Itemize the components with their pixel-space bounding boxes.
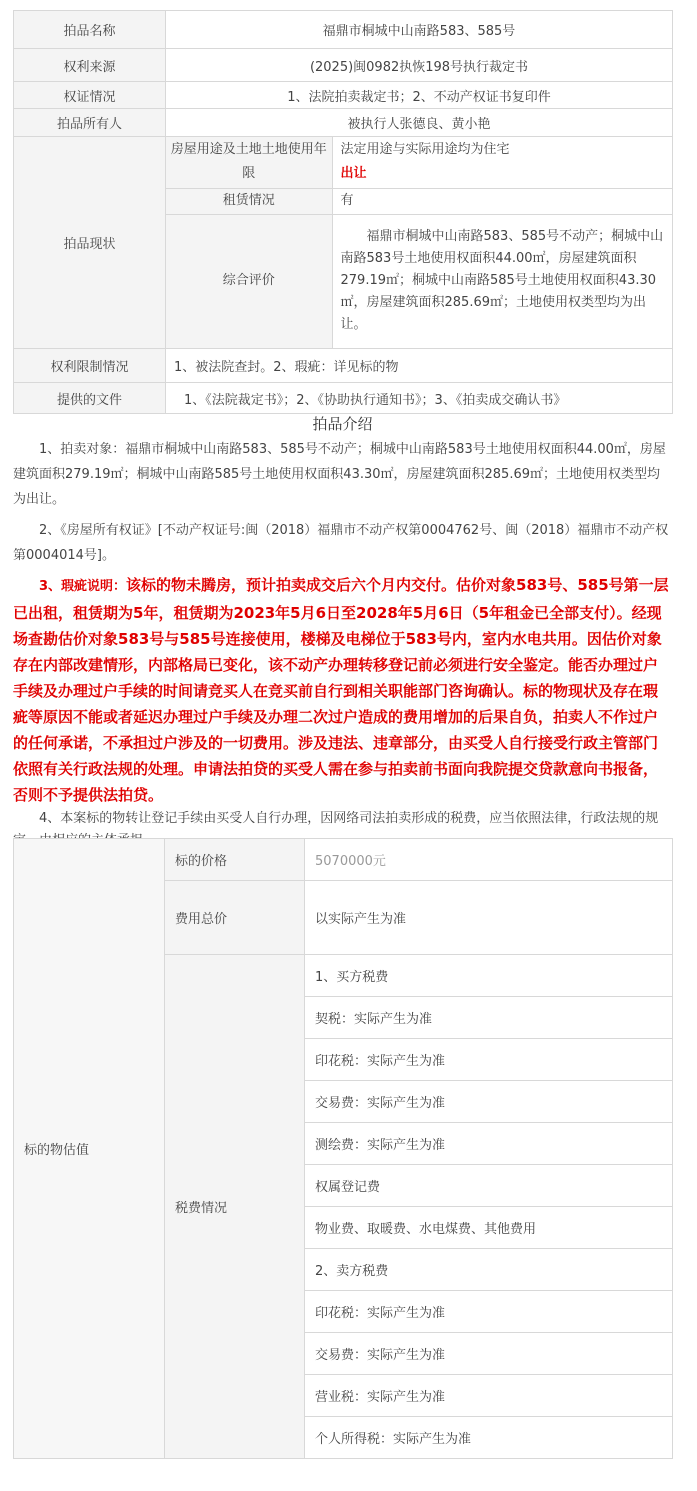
defect-statement	[13, 572, 672, 808]
row-value: (2025)闽0982执恢198号执行裁定书	[166, 49, 673, 82]
total-cost-label: 费用总价	[165, 881, 305, 955]
tax-item: 交易费：实际产生为准	[305, 1333, 673, 1375]
row-value: 被执行人张德良、黄小艳	[166, 109, 673, 137]
row-label: 权利来源	[14, 49, 166, 82]
tax-item: 物业费、取暖费、水电煤费、其他费用	[305, 1207, 673, 1249]
restriction-value: 1、被法院查封。2、瑕疵：详见标的物	[166, 349, 673, 383]
valuation-label: 标的物估值	[14, 839, 165, 1459]
property-info-table	[13, 10, 673, 414]
tax-item: 印花税：实际产生为准	[305, 1291, 673, 1333]
row-label: 拍品名称	[14, 11, 166, 49]
price-label: 标的价格	[165, 839, 305, 881]
lease-label: 租赁情况	[166, 188, 332, 214]
evaluation-value: 福鼎市桐城中山南路583、585号不动产；桐城中山南路583号土地使用权面积44.00㎡，房屋建筑面积279.19㎡；桐城中山南路585号土地使用权面积43.30㎡，房屋建筑面积285.69㎡；土地使用权类型均为出让。	[340, 229, 664, 333]
land-use-type: 出让	[340, 166, 367, 182]
tax-item: 1、买方税费	[305, 955, 673, 997]
land-use-value: 法定用途与实际用途均为住宅	[340, 142, 510, 158]
intro-paragraph-2: 2、《房屋所有权证》[不动产权证号:闽（2018）福鼎市不动产权第0004762号、闽（2018）福鼎市不动产权第0004014号]。	[13, 523, 669, 563]
status-label: 拍品现状	[14, 137, 166, 349]
tax-item: 契税：实际产生为准	[305, 997, 673, 1039]
status-detail-table	[166, 137, 673, 348]
lease-value: 有	[332, 188, 673, 214]
intro-paragraph-1: 1、拍卖对象：福鼎市桐城中山南路583、585号不动产；桐城中山南路583号土地使用权面积44.00㎡，房屋建筑面积279.19㎡；桐城中山南路585号土地使用权面积43.30㎡，房屋建筑面积285.69㎡；土地使用权类型均为出让。	[13, 442, 666, 507]
row-value: 福鼎市桐城中山南路583、585号	[166, 11, 673, 49]
land-use-label: 房屋用途及土地土地使用年限	[166, 137, 332, 188]
tax-item: 交易费：实际产生为准	[305, 1081, 673, 1123]
tax-item: 营业税：实际产生为准	[305, 1375, 673, 1417]
intro-title: 拍品介绍	[312, 415, 373, 433]
tax-item: 2、卖方税费	[305, 1249, 673, 1291]
files-value: 1、《法院裁定书》；2、《协助执行通知书》；3、《拍卖成交确认书》	[166, 383, 673, 414]
defect-prefix: 3、瑕疵说明：	[39, 579, 127, 594]
files-label: 提供的文件	[14, 383, 166, 414]
row-value: 1、法院拍卖裁定书；2、不动产权证书复印件	[166, 82, 673, 109]
tax-item: 印花税：实际产生为准	[305, 1039, 673, 1081]
price-value: 5070000元	[305, 839, 673, 881]
tax-item: 测绘费：实际产生为准	[305, 1123, 673, 1165]
total-cost-value: 以实际产生为准	[305, 881, 673, 955]
tax-item: 权属登记费	[305, 1165, 673, 1207]
valuation-table	[13, 838, 673, 1459]
restriction-label: 权利限制情况	[14, 349, 166, 383]
evaluation-label: 综合评价	[166, 214, 332, 348]
tax-label: 税费情况	[165, 955, 305, 1459]
tax-item: 个人所得税：实际产生为准	[305, 1417, 673, 1459]
row-label: 权证情况	[14, 82, 166, 109]
item-introduction	[13, 411, 672, 838]
row-label: 拍品所有人	[14, 109, 166, 137]
defect-text: 该标的物未腾房，预计拍卖成交后六个月内交付。估价对象583号、585号第一层已出租，租赁期为5年，租赁期为2023年5月6日至2028年5月6日（5年租金已全部支付）。经现场查勘估价对象583号与585号连接使用，楼梯及电梯位于583号内，室内水电共用。因估价对象存在内部改建情形，内部格局已变化，该不动产办理转移登记前必须进行安全鉴定。能否办理过户手续及办理过户手续的时间请竞买人在竞买前自行到相关职能部门咨询确认。标的物现状及存在瑕疵等原因不能或者延迟办理过户手续及办理二次过户造成的费用增加的后果自负，拍卖人不作过户的任何承诺，不承担过户涉及的一切费用。涉及违法、违章部分，由买受人自行接受行政主管部门依照有关行政法规的处理。申请法拍贷的买受人需在参与拍卖前书面向我院提交贷款意向书报备，否则不予提供法拍贷。	[13, 576, 669, 804]
intro-paragraph-4: 4、本案标的物转让登记手续由买受人自行办理，因网络司法拍卖形成的税费，应当依照法律，行政法规的规	[39, 811, 659, 826]
